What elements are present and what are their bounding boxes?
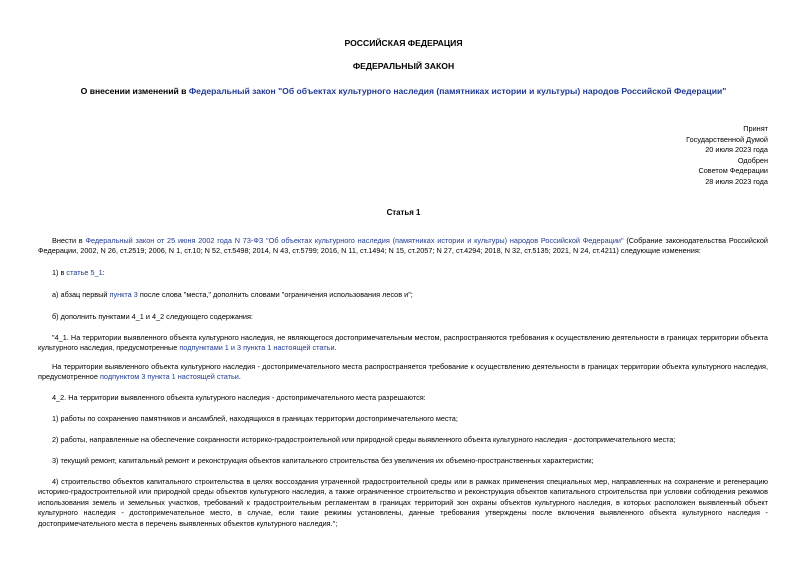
paragraph-subitem-a bbox=[38, 290, 768, 300]
adoption-council-date: 28 июля 2023 года bbox=[705, 176, 768, 186]
paragraph-intro-text-a: Внести в bbox=[52, 236, 86, 245]
federal-law-link[interactable]: Федеральный закон от 25 июня 2002 года N 73-ФЗ "Об объектах культурного наследия (памятниках истории и культуры) народов Российской Федерации" bbox=[85, 236, 624, 245]
article-5-1-link[interactable]: статье 5_1 bbox=[66, 268, 103, 277]
point-3-link[interactable]: пункта 3 bbox=[109, 290, 138, 299]
adoption-duma-date: 20 июля 2023 года bbox=[705, 145, 768, 155]
paragraph-intro bbox=[38, 236, 768, 257]
adoption-block bbox=[686, 124, 768, 188]
paragraph-4-2-item-2: 2) работы, направленные на обеспечение сохранности историко-градостроительной или природной среды выявленного объекта культурного наследия - достопримечательного места; bbox=[52, 435, 676, 444]
law-title-prefix: О внесении изменений в bbox=[80, 86, 189, 96]
item-1-text-a: 1) в bbox=[52, 268, 67, 277]
paragraph-4-2-item-3: 3) текущий ремонт, капитальный ремонт и реконструкция объектов капитального строительства без увеличения их объемно-пространственных характеристик; bbox=[52, 456, 594, 465]
subpoint-3-link[interactable]: подпунктом 3 пункта 1 настоящей статьи bbox=[99, 372, 239, 382]
paragraph-4-2-item-4: 4) строительство объектов капитального строительства в целях воссоздания утраченной градостроительной среды или в рамках применения специальных мер, направленных на сохранение и регенерацию историко-градостроительной или природной среды объектов культурного наследия, а также ограниченное строительство и реконструкция объектов капитального строительства при условии соблюдения режимов использования земель и земельных участков, требований к градостроительным регламентам в границах территорий зон охраны объектов культурного наследия, в которых расположен выявленный объект культурного наследия - достопримечательное место, в случае, если такие режимы установлены, данные требования утверждены после включения выявленного объекта культурного наследия - достопримечательного места в перечень выявленных объектов культурного наследия."; bbox=[38, 477, 768, 528]
subpoints-1-3-link[interactable]: подпунктами 1 и 3 пункта 1 настоящей статьи bbox=[179, 343, 335, 353]
landmark-text-a: На территории выявленного объекта культурного наследия - достопримечательного места распространяется требование к осуществлению деятельности в границах территории объекта культурного наследия, предусмотренное bbox=[38, 362, 768, 382]
subitem-a-text-b: после слова "места," дополнить словами "ограничения использования лесов и"; bbox=[137, 290, 413, 299]
law-title-link[interactable]: Федеральный закон "Об объектах культурного наследия (памятниках истории и культуры) народов Российской Федерации" bbox=[188, 86, 727, 96]
paragraph-subitem-b: б) дополнить пунктами 4_1 и 4_2 следующего содержания: bbox=[52, 312, 253, 321]
point-4-1-text-b: . bbox=[334, 343, 337, 353]
paragraph-4-2: 4_2. На территории выявленного объекта культурного наследия - достопримечательного места разрешаются: bbox=[52, 393, 426, 402]
paragraph-4-2-item-1: 1) работы по сохранению памятников и ансамблей, находящихся в границах территории достопримечательного места; bbox=[52, 414, 458, 423]
item-1-text-b: : bbox=[102, 268, 105, 277]
point-4-1-text-a: "4_1. На территории выявленного объекта культурного наследия, не являющегося достопримечательным местом, распространяются требования к осуществлению деятельности в границах территории объекта культурного наследия, предусмотренные bbox=[38, 333, 768, 353]
landmark-text-b: . bbox=[238, 372, 241, 382]
law-title bbox=[0, 86, 807, 96]
adoption-duma: Государственной Думой bbox=[686, 134, 768, 144]
paragraph-item-1 bbox=[38, 268, 768, 278]
adoption-council: Советом Федерации bbox=[698, 166, 768, 176]
subitem-a-text-a: а) абзац первый bbox=[52, 290, 110, 299]
adoption-approved: Одобрен bbox=[737, 155, 768, 165]
law-type-heading: ФЕДЕРАЛЬНЫЙ ЗАКОН bbox=[352, 61, 455, 71]
adoption-accepted: Принят bbox=[743, 124, 768, 133]
paragraph-4-1 bbox=[38, 333, 768, 354]
paragraph-4-1-landmark bbox=[38, 362, 768, 383]
article-title: Статья 1 bbox=[386, 208, 421, 217]
paragraph-intro-text-b: (Собрание законодательства Российской Федерации, 2002, N 26, ст.2519; 2006, N 1, ст.10; N 52, ст.5498; 2014, N 43, ст.5799; 2016, N 11, ст.1494; N 15, ст.2057; N 27, ст.4294; 2018, N 32, ст.5135; 2021, N 24, ст.4211) следующие изменения: bbox=[38, 236, 769, 256]
federation-heading: РОССИЙСКАЯ ФЕДЕРАЦИЯ bbox=[344, 38, 463, 48]
